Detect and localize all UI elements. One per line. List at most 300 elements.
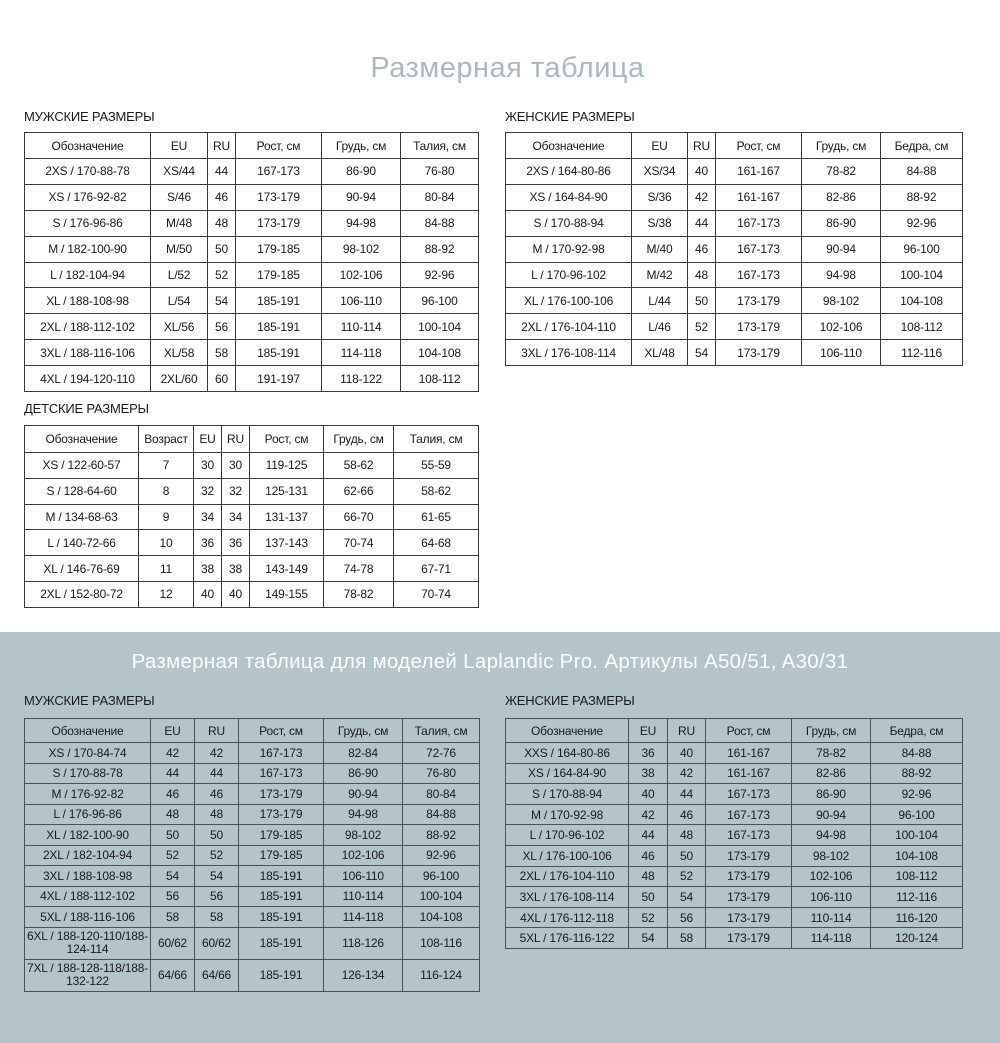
size-value-cell: 114-118 xyxy=(322,340,401,366)
size-value-cell: 61-65 xyxy=(394,504,479,530)
header-row xyxy=(506,133,963,159)
size-value-cell: 92-96 xyxy=(401,262,479,288)
pro-women-size-row xyxy=(506,845,963,866)
size-value-cell: 90-94 xyxy=(324,784,403,805)
size-value-cell: 185-191 xyxy=(239,959,324,991)
column-header: Возраст xyxy=(139,426,194,453)
size-value-cell: 110-114 xyxy=(324,886,403,907)
pro-men-size-row xyxy=(25,927,480,959)
men-size-row xyxy=(25,288,479,314)
size-value-cell: 116-124 xyxy=(403,959,480,991)
size-value-cell: M/42 xyxy=(632,262,688,288)
size-value-cell: 66-70 xyxy=(324,504,394,530)
pro-women-size-row xyxy=(506,804,963,825)
size-designation-cell: XS / 164-84-90 xyxy=(506,763,629,784)
size-value-cell: 173-179 xyxy=(706,887,792,908)
kids-size-row xyxy=(25,504,479,530)
size-designation-cell: 3XL / 188-116-106 xyxy=(25,340,151,366)
size-value-cell: 78-82 xyxy=(792,743,871,764)
pro-women-size-row xyxy=(506,825,963,846)
page-title: Размерная таблица xyxy=(370,52,645,84)
size-value-cell: 70-74 xyxy=(324,530,394,556)
size-value-cell: 108-112 xyxy=(881,314,963,340)
size-value-cell: 167-173 xyxy=(706,784,792,805)
pro-women-sizes-heading: ЖЕНСКИЕ РАЗМЕРЫ xyxy=(505,693,635,708)
women-size-table xyxy=(505,132,963,366)
pro-men-size-row xyxy=(25,845,480,866)
pro-men-size-row xyxy=(25,763,480,784)
kids-sizes-heading: ДЕТСКИЕ РАЗМЕРЫ xyxy=(24,401,149,416)
size-value-cell: 185-191 xyxy=(239,907,324,928)
size-value-cell: 10 xyxy=(139,530,194,556)
size-designation-cell: 2XL / 182-104-94 xyxy=(25,845,151,866)
size-value-cell: 82-84 xyxy=(324,743,403,764)
size-designation-cell: 2XL / 176-104-110 xyxy=(506,866,629,887)
size-designation-cell: M / 176-92-82 xyxy=(25,784,151,805)
size-value-cell: 173-179 xyxy=(236,184,322,210)
size-value-cell: 58-62 xyxy=(394,478,479,504)
size-value-cell: 44 xyxy=(629,825,668,846)
size-value-cell: 76-80 xyxy=(403,763,480,784)
size-value-cell: 86-90 xyxy=(322,159,401,185)
pro-men-size-row xyxy=(25,825,480,846)
size-value-cell: 55-59 xyxy=(394,453,479,479)
size-value-cell: 173-179 xyxy=(706,845,792,866)
kids-size-row xyxy=(25,556,479,582)
size-value-cell: 92-96 xyxy=(403,845,480,866)
size-value-cell: 54 xyxy=(688,340,716,366)
size-value-cell: 167-173 xyxy=(706,804,792,825)
size-value-cell: 100-104 xyxy=(403,886,480,907)
size-designation-cell: 2XL / 176-104-110 xyxy=(506,314,632,340)
kids-size-row xyxy=(25,581,479,607)
size-value-cell: XL/58 xyxy=(151,340,208,366)
size-value-cell: 173-179 xyxy=(239,784,324,805)
size-value-cell: L/46 xyxy=(632,314,688,340)
size-value-cell: 50 xyxy=(151,825,195,846)
size-value-cell: 98-102 xyxy=(792,845,871,866)
men-size-row xyxy=(25,366,479,392)
size-value-cell: 86-90 xyxy=(802,210,881,236)
size-value-cell: 102-106 xyxy=(324,845,403,866)
size-value-cell: 100-104 xyxy=(401,314,479,340)
size-value-cell: 76-80 xyxy=(401,159,479,185)
header-row xyxy=(506,719,963,743)
size-value-cell: 44 xyxy=(208,159,236,185)
size-designation-cell: 2XS / 170-88-78 xyxy=(25,159,151,185)
size-value-cell: 52 xyxy=(668,866,706,887)
size-value-cell: 56 xyxy=(668,907,706,928)
size-value-cell: 96-100 xyxy=(403,866,480,887)
size-designation-cell: 7XL / 188-128-118/188-132-122 xyxy=(25,959,151,991)
header-row xyxy=(25,133,479,159)
size-value-cell: 40 xyxy=(668,743,706,764)
column-header: Рост, см xyxy=(250,426,324,453)
size-designation-cell: 4XL / 188-112-102 xyxy=(25,886,151,907)
pro-women-size-row xyxy=(506,743,963,764)
column-header: Обозначение xyxy=(25,426,139,453)
size-value-cell: 167-173 xyxy=(716,262,802,288)
size-designation-cell: 2XL / 188-112-102 xyxy=(25,314,151,340)
size-value-cell: 167-173 xyxy=(236,159,322,185)
column-header: EU xyxy=(629,719,668,743)
women-size-row xyxy=(506,210,963,236)
size-designation-cell: L / 170-96-102 xyxy=(506,262,632,288)
size-designation-cell: XS / 170-84-74 xyxy=(25,743,151,764)
size-value-cell: 2XL/60 xyxy=(151,366,208,392)
size-value-cell: 84-88 xyxy=(401,210,479,236)
women-size-row xyxy=(506,262,963,288)
size-value-cell: 110-114 xyxy=(322,314,401,340)
column-header: Обозначение xyxy=(25,133,151,159)
size-value-cell: 46 xyxy=(151,784,195,805)
size-value-cell: 131-137 xyxy=(250,504,324,530)
size-value-cell: 143-149 xyxy=(250,556,324,582)
size-value-cell: 185-191 xyxy=(239,866,324,887)
column-header: EU xyxy=(151,719,195,743)
size-value-cell: 185-191 xyxy=(236,314,322,340)
size-value-cell: 185-191 xyxy=(236,288,322,314)
size-value-cell: 86-90 xyxy=(792,784,871,805)
size-value-cell: 94-98 xyxy=(792,825,871,846)
size-value-cell: XL/48 xyxy=(632,340,688,366)
size-value-cell: 80-84 xyxy=(403,784,480,805)
pro-men-sizes-heading: МУЖСКИЕ РАЗМЕРЫ xyxy=(24,693,155,708)
size-designation-cell: 4XL / 176-112-118 xyxy=(506,907,629,928)
size-value-cell: 52 xyxy=(629,907,668,928)
size-value-cell: 12 xyxy=(139,581,194,607)
size-value-cell: 9 xyxy=(139,504,194,530)
header-row xyxy=(25,719,480,743)
column-header: EU xyxy=(632,133,688,159)
size-value-cell: 94-98 xyxy=(322,210,401,236)
size-designation-cell: XXS / 164-80-86 xyxy=(506,743,629,764)
size-value-cell: 98-102 xyxy=(322,236,401,262)
pro-section-title: Размерная таблица для моделей Laplandic Pro. Артикулы A50/51, A30/31 xyxy=(131,650,849,673)
size-value-cell: S/46 xyxy=(151,184,208,210)
size-designation-cell: M / 170-92-98 xyxy=(506,236,632,262)
pro-women-size-row xyxy=(506,763,963,784)
size-designation-cell: XL / 176-100-106 xyxy=(506,288,632,314)
men-size-row xyxy=(25,340,479,366)
size-value-cell: 36 xyxy=(194,530,222,556)
size-designation-cell: 2XL / 152-80-72 xyxy=(25,581,139,607)
size-value-cell: 110-114 xyxy=(792,907,871,928)
size-value-cell: 78-82 xyxy=(802,159,881,185)
column-header: Талия, см xyxy=(403,719,480,743)
size-value-cell: 96-100 xyxy=(881,236,963,262)
size-value-cell: 48 xyxy=(208,210,236,236)
size-value-cell: 56 xyxy=(151,886,195,907)
size-designation-cell: 3XL / 176-108-114 xyxy=(506,887,629,908)
size-value-cell: 185-191 xyxy=(236,340,322,366)
size-value-cell: 161-167 xyxy=(716,159,802,185)
column-header: Рост, см xyxy=(706,719,792,743)
size-designation-cell: L / 176-96-86 xyxy=(25,804,151,825)
size-value-cell: 167-173 xyxy=(239,743,324,764)
size-value-cell: 40 xyxy=(629,784,668,805)
column-header: EU xyxy=(194,426,222,453)
men-size-row xyxy=(25,184,479,210)
size-value-cell: 167-173 xyxy=(716,236,802,262)
size-value-cell: 38 xyxy=(194,556,222,582)
men-size-row xyxy=(25,210,479,236)
size-value-cell: 34 xyxy=(222,504,250,530)
column-header: Обозначение xyxy=(506,133,632,159)
men-sizes-heading: МУЖСКИЕ РАЗМЕРЫ xyxy=(24,109,155,124)
size-value-cell: 116-120 xyxy=(871,907,963,928)
size-value-cell: 52 xyxy=(195,845,239,866)
column-header: Грудь, см xyxy=(322,133,401,159)
men-size-table xyxy=(24,132,479,392)
pro-women-size-table xyxy=(505,718,963,949)
size-value-cell: 64-68 xyxy=(394,530,479,556)
size-value-cell: 102-106 xyxy=(802,314,881,340)
men-size-row xyxy=(25,314,479,340)
pro-women-size-row xyxy=(506,784,963,805)
pro-men-size-row xyxy=(25,886,480,907)
size-value-cell: 108-116 xyxy=(403,927,480,959)
size-value-cell: 52 xyxy=(208,262,236,288)
size-value-cell: 96-100 xyxy=(871,804,963,825)
size-value-cell: 80-84 xyxy=(401,184,479,210)
size-designation-cell: 5XL / 176-116-122 xyxy=(506,928,629,949)
size-value-cell: 173-179 xyxy=(716,288,802,314)
size-value-cell: 42 xyxy=(151,743,195,764)
size-value-cell: 90-94 xyxy=(792,804,871,825)
size-value-cell: 46 xyxy=(195,784,239,805)
size-value-cell: XL/56 xyxy=(151,314,208,340)
size-value-cell: 67-71 xyxy=(394,556,479,582)
size-value-cell: 78-82 xyxy=(324,581,394,607)
size-designation-cell: S / 128-64-60 xyxy=(25,478,139,504)
size-value-cell: 167-173 xyxy=(239,763,324,784)
column-header: Рост, см xyxy=(716,133,802,159)
size-value-cell: 52 xyxy=(688,314,716,340)
size-value-cell: 44 xyxy=(195,763,239,784)
size-value-cell: 34 xyxy=(194,504,222,530)
size-designation-cell: 3XL / 188-108-98 xyxy=(25,866,151,887)
size-value-cell: 82-86 xyxy=(802,184,881,210)
size-value-cell: 106-110 xyxy=(324,866,403,887)
kids-size-table xyxy=(24,425,479,608)
size-value-cell: 40 xyxy=(194,581,222,607)
size-value-cell: 92-96 xyxy=(881,210,963,236)
size-value-cell: 112-116 xyxy=(881,340,963,366)
size-value-cell: L/52 xyxy=(151,262,208,288)
size-value-cell: 36 xyxy=(629,743,668,764)
size-value-cell: 179-185 xyxy=(239,845,324,866)
size-value-cell: 50 xyxy=(668,845,706,866)
size-value-cell: 173-179 xyxy=(706,928,792,949)
size-value-cell: 50 xyxy=(208,236,236,262)
column-header: RU xyxy=(222,426,250,453)
size-value-cell: 46 xyxy=(668,804,706,825)
size-value-cell: 50 xyxy=(688,288,716,314)
size-value-cell: 94-98 xyxy=(324,804,403,825)
column-header: Обозначение xyxy=(25,719,151,743)
size-value-cell: 56 xyxy=(208,314,236,340)
size-value-cell: M/50 xyxy=(151,236,208,262)
women-size-row xyxy=(506,236,963,262)
size-value-cell: 104-108 xyxy=(881,288,963,314)
pro-men-size-table xyxy=(24,718,480,992)
size-value-cell: S/38 xyxy=(632,210,688,236)
pro-men-size-row xyxy=(25,804,480,825)
size-value-cell: 185-191 xyxy=(239,927,324,959)
size-value-cell: 118-122 xyxy=(322,366,401,392)
size-value-cell: 179-185 xyxy=(239,825,324,846)
size-value-cell: 54 xyxy=(668,887,706,908)
size-value-cell: 60 xyxy=(208,366,236,392)
size-designation-cell: 5XL / 188-116-106 xyxy=(25,907,151,928)
size-designation-cell: XS / 164-84-90 xyxy=(506,184,632,210)
size-value-cell: 104-108 xyxy=(401,340,479,366)
size-value-cell: 48 xyxy=(151,804,195,825)
size-value-cell: 44 xyxy=(151,763,195,784)
size-designation-cell: L / 140-72-66 xyxy=(25,530,139,556)
size-value-cell: 108-112 xyxy=(871,866,963,887)
size-designation-cell: L / 170-96-102 xyxy=(506,825,629,846)
column-header: Грудь, см xyxy=(324,719,403,743)
size-value-cell: 7 xyxy=(139,453,194,479)
size-value-cell: 173-179 xyxy=(239,804,324,825)
size-value-cell: 104-108 xyxy=(871,845,963,866)
size-value-cell: 44 xyxy=(668,784,706,805)
size-value-cell: 58-62 xyxy=(324,453,394,479)
size-value-cell: 84-88 xyxy=(871,743,963,764)
size-value-cell: 173-179 xyxy=(706,866,792,887)
size-value-cell: 161-167 xyxy=(706,763,792,784)
size-designation-cell: 2XS / 164-80-86 xyxy=(506,159,632,185)
size-value-cell: 106-110 xyxy=(322,288,401,314)
size-value-cell: L/54 xyxy=(151,288,208,314)
size-value-cell: 46 xyxy=(688,236,716,262)
size-value-cell: 104-108 xyxy=(403,907,480,928)
size-value-cell: 179-185 xyxy=(236,236,322,262)
size-value-cell: 90-94 xyxy=(322,184,401,210)
size-value-cell: 161-167 xyxy=(706,743,792,764)
size-value-cell: 32 xyxy=(222,478,250,504)
size-value-cell: 46 xyxy=(629,845,668,866)
kids-size-row xyxy=(25,530,479,556)
size-value-cell: 137-143 xyxy=(250,530,324,556)
size-value-cell: 36 xyxy=(222,530,250,556)
size-designation-cell: 4XL / 194-120-110 xyxy=(25,366,151,392)
size-value-cell: 56 xyxy=(195,886,239,907)
size-value-cell: S/36 xyxy=(632,184,688,210)
size-value-cell: 173-179 xyxy=(236,210,322,236)
men-size-row xyxy=(25,159,479,185)
women-size-row xyxy=(506,340,963,366)
size-value-cell: M/40 xyxy=(632,236,688,262)
size-designation-cell: XS / 176-92-82 xyxy=(25,184,151,210)
size-value-cell: 173-179 xyxy=(716,340,802,366)
size-value-cell: 40 xyxy=(688,159,716,185)
pro-women-size-row xyxy=(506,928,963,949)
column-header: EU xyxy=(151,133,208,159)
size-value-cell: 50 xyxy=(195,825,239,846)
size-value-cell: 98-102 xyxy=(324,825,403,846)
size-value-cell: 96-100 xyxy=(401,288,479,314)
size-value-cell: 119-125 xyxy=(250,453,324,479)
size-value-cell: 173-179 xyxy=(706,907,792,928)
size-value-cell: 58 xyxy=(195,907,239,928)
size-value-cell: 149-155 xyxy=(250,581,324,607)
size-value-cell: 30 xyxy=(222,453,250,479)
size-value-cell: 60/62 xyxy=(151,927,195,959)
size-value-cell: 102-106 xyxy=(792,866,871,887)
size-designation-cell: S / 170-88-94 xyxy=(506,784,629,805)
size-value-cell: 50 xyxy=(629,887,668,908)
pro-men-size-row xyxy=(25,959,480,991)
size-value-cell: 48 xyxy=(688,262,716,288)
size-value-cell: 114-118 xyxy=(792,928,871,949)
size-value-cell: 62-66 xyxy=(324,478,394,504)
size-value-cell: 42 xyxy=(688,184,716,210)
size-value-cell: 40 xyxy=(222,581,250,607)
size-value-cell: 42 xyxy=(629,804,668,825)
women-size-row xyxy=(506,159,963,185)
column-header: Грудь, см xyxy=(802,133,881,159)
column-header: Талия, см xyxy=(394,426,479,453)
size-value-cell: 100-104 xyxy=(881,262,963,288)
women-size-row xyxy=(506,288,963,314)
size-designation-cell: 6XL / 188-120-110/188-124-114 xyxy=(25,927,151,959)
column-header: RU xyxy=(688,133,716,159)
size-value-cell: 60/62 xyxy=(195,927,239,959)
size-designation-cell: XL / 176-100-106 xyxy=(506,845,629,866)
size-value-cell: 98-102 xyxy=(802,288,881,314)
size-value-cell: 114-118 xyxy=(324,907,403,928)
size-value-cell: 88-92 xyxy=(881,184,963,210)
size-value-cell: 88-92 xyxy=(401,236,479,262)
size-value-cell: 64/66 xyxy=(195,959,239,991)
size-designation-cell: S / 176-96-86 xyxy=(25,210,151,236)
size-designation-cell: L / 182-104-94 xyxy=(25,262,151,288)
men-size-row xyxy=(25,262,479,288)
pro-men-size-row xyxy=(25,866,480,887)
size-value-cell: 58 xyxy=(668,928,706,949)
size-value-cell: 54 xyxy=(629,928,668,949)
size-value-cell: 52 xyxy=(151,845,195,866)
column-header: Бедра, см xyxy=(871,719,963,743)
size-value-cell: 106-110 xyxy=(802,340,881,366)
header-row xyxy=(25,426,479,453)
size-value-cell: 118-126 xyxy=(324,927,403,959)
size-designation-cell: XL / 188-108-98 xyxy=(25,288,151,314)
size-value-cell: 126-134 xyxy=(324,959,403,991)
size-designation-cell: M / 182-100-90 xyxy=(25,236,151,262)
women-sizes-heading: ЖЕНСКИЕ РАЗМЕРЫ xyxy=(505,109,635,124)
size-value-cell: 30 xyxy=(194,453,222,479)
size-designation-cell: 3XL / 176-108-114 xyxy=(506,340,632,366)
women-size-row xyxy=(506,314,963,340)
size-value-cell: 48 xyxy=(629,866,668,887)
size-designation-cell: XS / 122-60-57 xyxy=(25,453,139,479)
column-header: Бедра, см xyxy=(881,133,963,159)
size-value-cell: 42 xyxy=(195,743,239,764)
column-header: Талия, см xyxy=(401,133,479,159)
size-designation-cell: XL / 182-100-90 xyxy=(25,825,151,846)
size-value-cell: 161-167 xyxy=(716,184,802,210)
size-value-cell: 32 xyxy=(194,478,222,504)
pro-women-size-row xyxy=(506,866,963,887)
column-header: Рост, см xyxy=(236,133,322,159)
size-value-cell: 72-76 xyxy=(403,743,480,764)
size-value-cell: XS/34 xyxy=(632,159,688,185)
size-value-cell: 106-110 xyxy=(792,887,871,908)
